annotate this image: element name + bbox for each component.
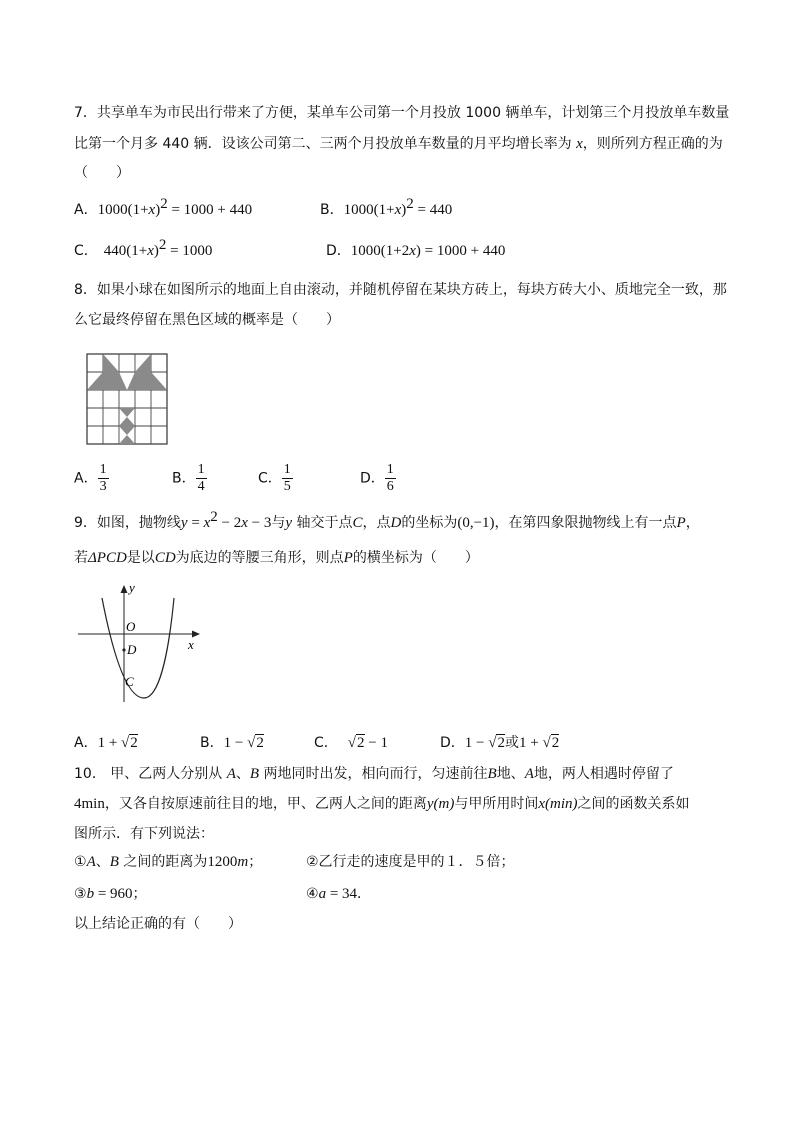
- parabola-figure: [74, 580, 210, 706]
- q9-line2: 若ΔPCD是以CD为底边的等腰三角形，则点P的横坐标为（ ）: [74, 550, 479, 566]
- fraction: $\frac{1}{3}$: [99, 462, 107, 494]
- q9-option-c: C． √2 − 1: [314, 735, 388, 751]
- q10-statement-1: ①A、B 之间的距离为1200m；: [74, 854, 263, 870]
- q7-line1: 7．共享单车为市民出行带来了方便，某单车公司第一个月投放 1000 辆单车，计划第三个月投放单车数量: [74, 105, 730, 121]
- tile-floor-figure: [86, 353, 168, 445]
- q7-paren: （ ）: [74, 165, 130, 181]
- graph-label-o: O: [126, 619, 136, 634]
- q9-option-a: A．1 + √2: [74, 735, 138, 751]
- q10-line1: 10． 甲、乙两人分别从 A、B 两地同时出发，相向而行，匀速前往B地、A地，两人相遇时停留了: [74, 766, 674, 782]
- q10-statement-4: ④a = 34．: [306, 886, 372, 902]
- q8-option-d: D． $\frac{1}{6}$: [360, 462, 394, 494]
- graph-label-d: D: [127, 642, 137, 657]
- q7-option-b: B．$1000(1+x)^2 = 440$: [320, 196, 453, 218]
- q8-line1: 8．如果小球在如图所示的地面上自由滚动，并随机停留在某块方砖上，每块方砖大小、质地完全一致，那: [74, 282, 727, 298]
- fraction: $\frac{1}{5}$: [283, 462, 291, 494]
- q10-statement-3: ③b = 960；: [74, 886, 147, 902]
- q9-option-d: D．1 − √2或1 + √2: [440, 735, 560, 751]
- graph-label-y: y: [129, 580, 135, 595]
- graph-label-x: x: [188, 637, 194, 652]
- fraction: $\frac{1}{4}$: [197, 462, 205, 494]
- q10-last: 以上结论正确的有（ ）: [74, 916, 242, 932]
- fraction: $\frac{1}{6}$: [386, 462, 394, 494]
- q7-line2: 比第一个月多 440 辆．设该公司第二、三两个月投放单车数量的月平均增长率为 x，则所列方程正确的为: [74, 136, 723, 152]
- q8-line2: 么它最终停留在黑色区域的概率是（ ）: [74, 312, 340, 328]
- q10-statement-2: ②乙行走的速度是甲的１．５倍；: [306, 854, 515, 870]
- q9-option-b: B．1 − √2: [200, 735, 264, 751]
- y-axis-arrow-icon: [121, 585, 128, 593]
- q7-option-a: A．$1000(1+x)^2 = 1000 + 440$: [74, 196, 253, 218]
- q10-line3: 图所示．有下列说法：: [74, 826, 214, 842]
- q7-option-d: D．1000(1+2x) = 1000 + 440: [326, 243, 506, 259]
- q7-option-c: C． $440(1+x)^2 = 1000$: [74, 237, 213, 259]
- q9-line1: 9．如图，抛物线$y = x^2 - 2x - 3$与y 轴交于点C，点D的坐标为(0,−1)，在第四象限抛物线上有一点P，: [74, 509, 700, 531]
- q10-line2: 4min，又各自按原速前往目的地，甲、乙两人之间的距离y(m)与甲所用时间x(min)之间的函数关系如: [74, 796, 690, 812]
- graph-label-c: C: [125, 674, 134, 689]
- q8-option-c: C． $\frac{1}{5}$: [258, 462, 291, 494]
- q8-option-b: B． $\frac{1}{4}$: [172, 462, 205, 494]
- q8-option-a: A． $\frac{1}{3}$: [74, 462, 107, 494]
